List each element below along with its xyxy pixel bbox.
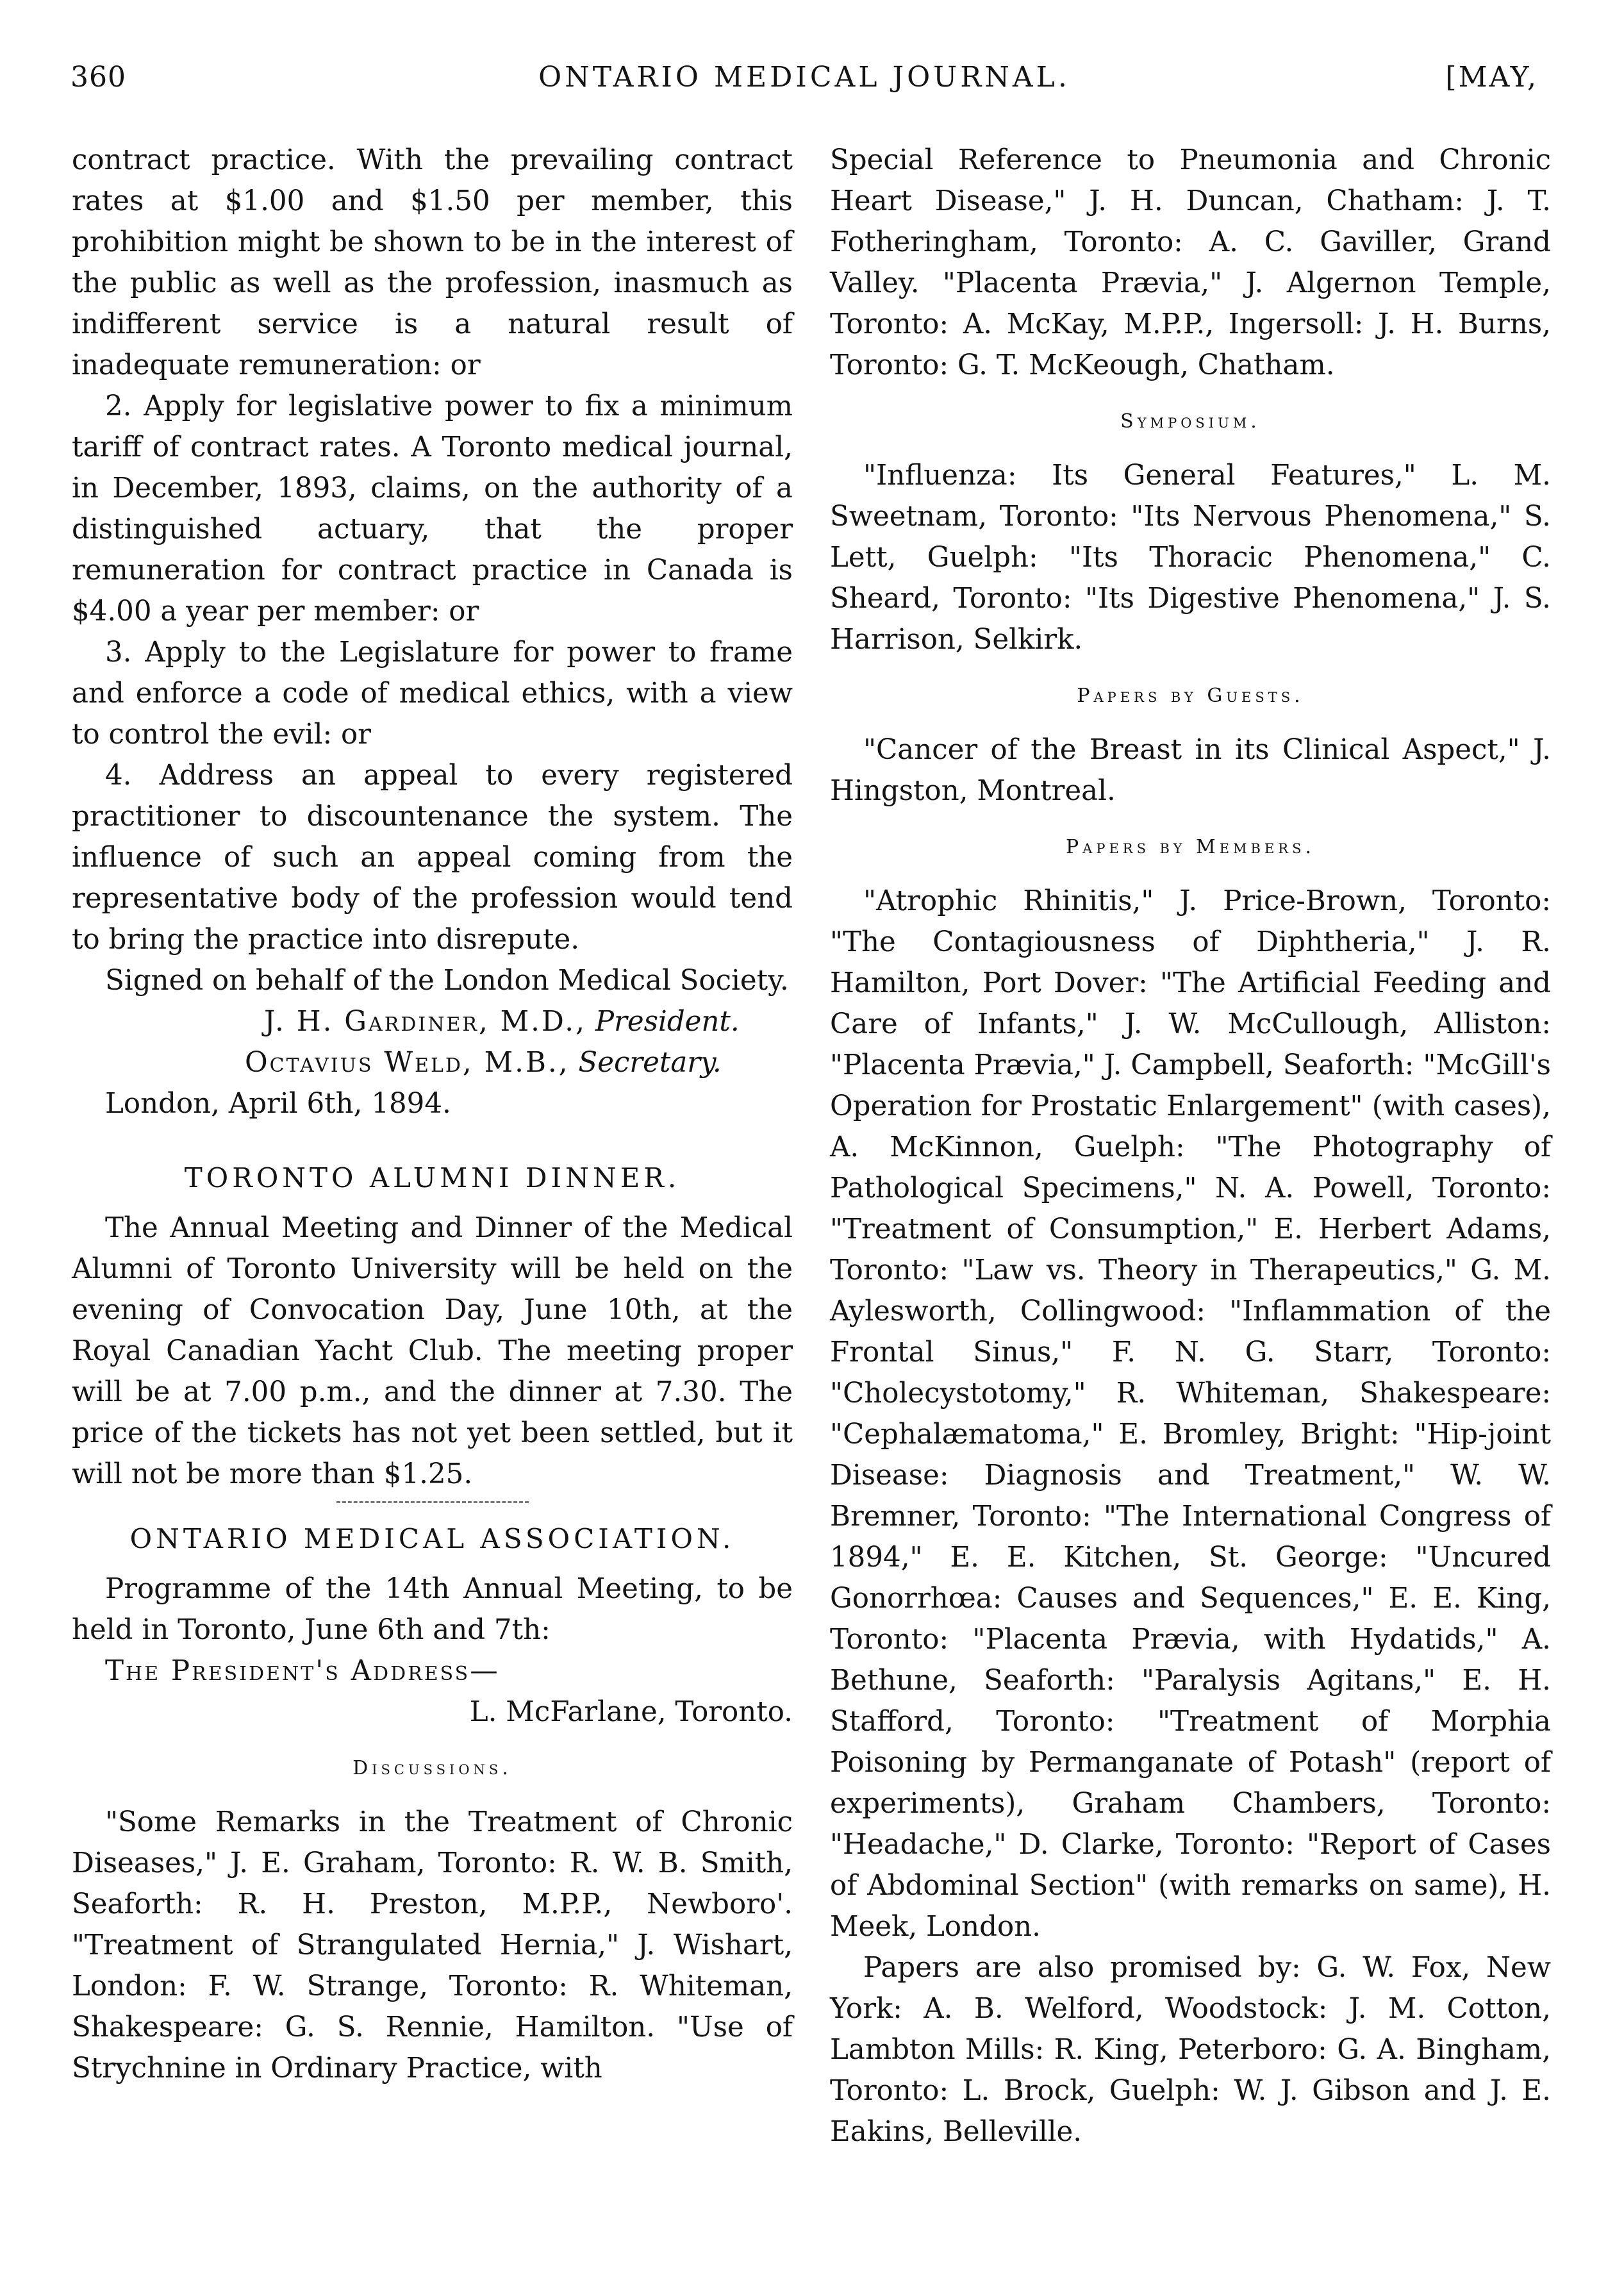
paragraph-item-3: 3. Apply to the Legislature for power to frame and enforce a code of medical ethics, with a view to control the evil: or xyxy=(72,636,793,751)
paragraph-symposium: "Influenza: Its General Features," L. M. Sweetnam, Toronto: "Its Nervous Phenomena," S. Lett, Guelph: "Its Thoracic Phenomena," C. Sheard, Toronto: "Its Digestive Phenomena," J. S. Harrison, Selkirk. xyxy=(830,460,1551,656)
guests-heading: Papers by Guests. xyxy=(1077,685,1304,707)
signature-president xyxy=(72,1001,793,1042)
paragraph-contract-practice: contract practice. With the prevailing contract rates at $1.00 and $1.50 per member, this prohibition might be shown to be in the interest of the public as well as the profession, inasmuch as indifferent service is a natural result of inadequate remuneration: or xyxy=(72,144,793,381)
header-month: [MAY, xyxy=(1445,61,1538,94)
president-name: J. H. Gardiner, M.D., xyxy=(264,1006,586,1038)
paragraph-papers-promised: Papers are also promised by: G. W. Fox, New York: A. B. Welford, Woodstock: J. M. Cotton, Lambton Mills: R. King, Peterboro: G. A. Bingham, Toronto: L. Brock, Guelph: W. J. Gibson and J. E. Eakins, Belleville. xyxy=(830,1952,1551,2148)
running-header xyxy=(70,61,1538,112)
signed-line: Signed on behalf of the London Medical Society. xyxy=(105,965,789,997)
section-divider xyxy=(336,1501,529,1503)
paragraph-guests: "Cancer of the Breast in its Clinical Aspect," J. Hingston, Montreal. xyxy=(830,734,1551,807)
symposium-heading: Symposium. xyxy=(1120,410,1261,433)
president-role: President. xyxy=(595,1006,740,1038)
paragraph-item-4: 4. Address an appeal to every registered practitioner to discountenance the system. The influence of such an appeal coming from the representative body of the profession would tend to bring the practice into disrepute. xyxy=(72,760,793,956)
signature-secretary xyxy=(72,1042,793,1083)
secretary-role: Secretary. xyxy=(578,1047,722,1079)
heading-medical-association: ONTARIO MEDICAL ASSOCIATION. xyxy=(129,1523,735,1554)
paragraph-members: "Atrophic Rhinitis," J. Price-Brown, Toronto: "The Contagiousness of Diphtheria," J. R. Hamilton, Port Dover: "The Artificial Feeding and Care of Infants," J. W. McCullough, Alliston: "Placenta Prævia," J. Campbell, Seaforth: "McGill's Operation for Prostatic Enlargement" (with cases), A. McKinnon, Guelph: "The Photography of Pathological Specimens," N. A. Powell, Toronto: "Treatment of Consumption," E. Herbert Adams, Toronto: "Law vs. Theory in Therapeutics," G. M. Aylesworth, Collingwood: "Inflammation of the Frontal Sinus," F. N. G. Starr, Toronto: "Cholecystotomy," R. Whiteman, Shakespeare: "Cephalæmatoma," E. Bromley, Bright: "Hip-joint Disease: Diagnosis and Treatment," W. W. Bremner, Toronto: "The International Congress of 1894," E. E. Kitchen, St. George: "Uncured Gonorrhœa: Causes and Sequences," E. E. King, Toronto: "Placenta Prævia, with Hydatids," A. Bethune, Seaforth: "Paralysis Agitans," E. H. Stafford, Toronto: "Treatment of Morphia Poisoning by Permanganate of Potash" (report of experiments), Graham Chambers, Toronto: "Headache," D. Clarke, Toronto: "Report of Cases of Abdominal Section" (with remarks on same), H. Meek, London. xyxy=(830,885,1551,1943)
paragraph-discussions: "Some Remarks in the Treatment of Chronic Diseases," J. E. Graham, Toronto: R. W. B. Smith, Seaforth: R. H. Preston, M.P.P., Newboro'. "Treatment of Strangulated Hernia," J. Wishart, London: F. W. Strange, Toronto: R. Whiteman, Shakespeare: G. S. Rennie, Hamilton. "Use of Strychnine in Ordinary Practice, with xyxy=(72,1806,793,2084)
left-column xyxy=(72,140,793,2089)
presidents-address-label: The President's Address— xyxy=(105,1655,500,1687)
letter-date: London, April 6th, 1894. xyxy=(105,1088,451,1120)
paragraph-alumni-dinner: The Annual Meeting and Dinner of the Medical Alumni of Toronto University will be held on the evening of Convocation Day, June 10th, at the Royal Canadian Yacht Club. The meeting proper will be at 7.00 p.m., and the dinner at 7.30. The price of the tickets has not yet been settled, but it will not be more than $1.25. xyxy=(72,1212,793,1490)
journal-title: ONTARIO MEDICAL JOURNAL. xyxy=(538,61,1070,94)
members-heading: Papers by Members. xyxy=(1065,836,1316,858)
discussions-heading: Discussions. xyxy=(352,1757,512,1779)
page-number: 360 xyxy=(70,61,126,94)
paragraph-programme-intro: Programme of the 14th Annual Meeting, to be held in Toronto, June 6th and 7th: xyxy=(72,1573,793,1646)
heading-alumni-dinner: TORONTO ALUMNI DINNER. xyxy=(184,1162,681,1194)
right-column xyxy=(830,140,1551,2152)
paragraph-discussions-continued: Special Reference to Pneumonia and Chronic Heart Disease," J. H. Duncan, Chatham: J. T. Fotheringham, Toronto: A. C. Gaviller, Grand Valley. "Placenta Prævia," J. Algernon Temple, Toronto: A. McKay, M.P.P., Ingersoll: J. H. Burns, Toronto: G. T. McKeough, Chatham. xyxy=(830,144,1551,381)
presidents-address-name: L. McFarlane, Toronto. xyxy=(469,1696,793,1728)
secretary-name: Octavius Weld, M.B., xyxy=(245,1047,570,1079)
paragraph-item-2: 2. Apply for legislative power to fix a minimum tariff of contract rates. A Toronto medical journal, in December, 1893, claims, on the authority of a distinguished actuary, that the proper remuneration for contract practice in Canada is $4.00 a year per member: or xyxy=(72,390,793,628)
